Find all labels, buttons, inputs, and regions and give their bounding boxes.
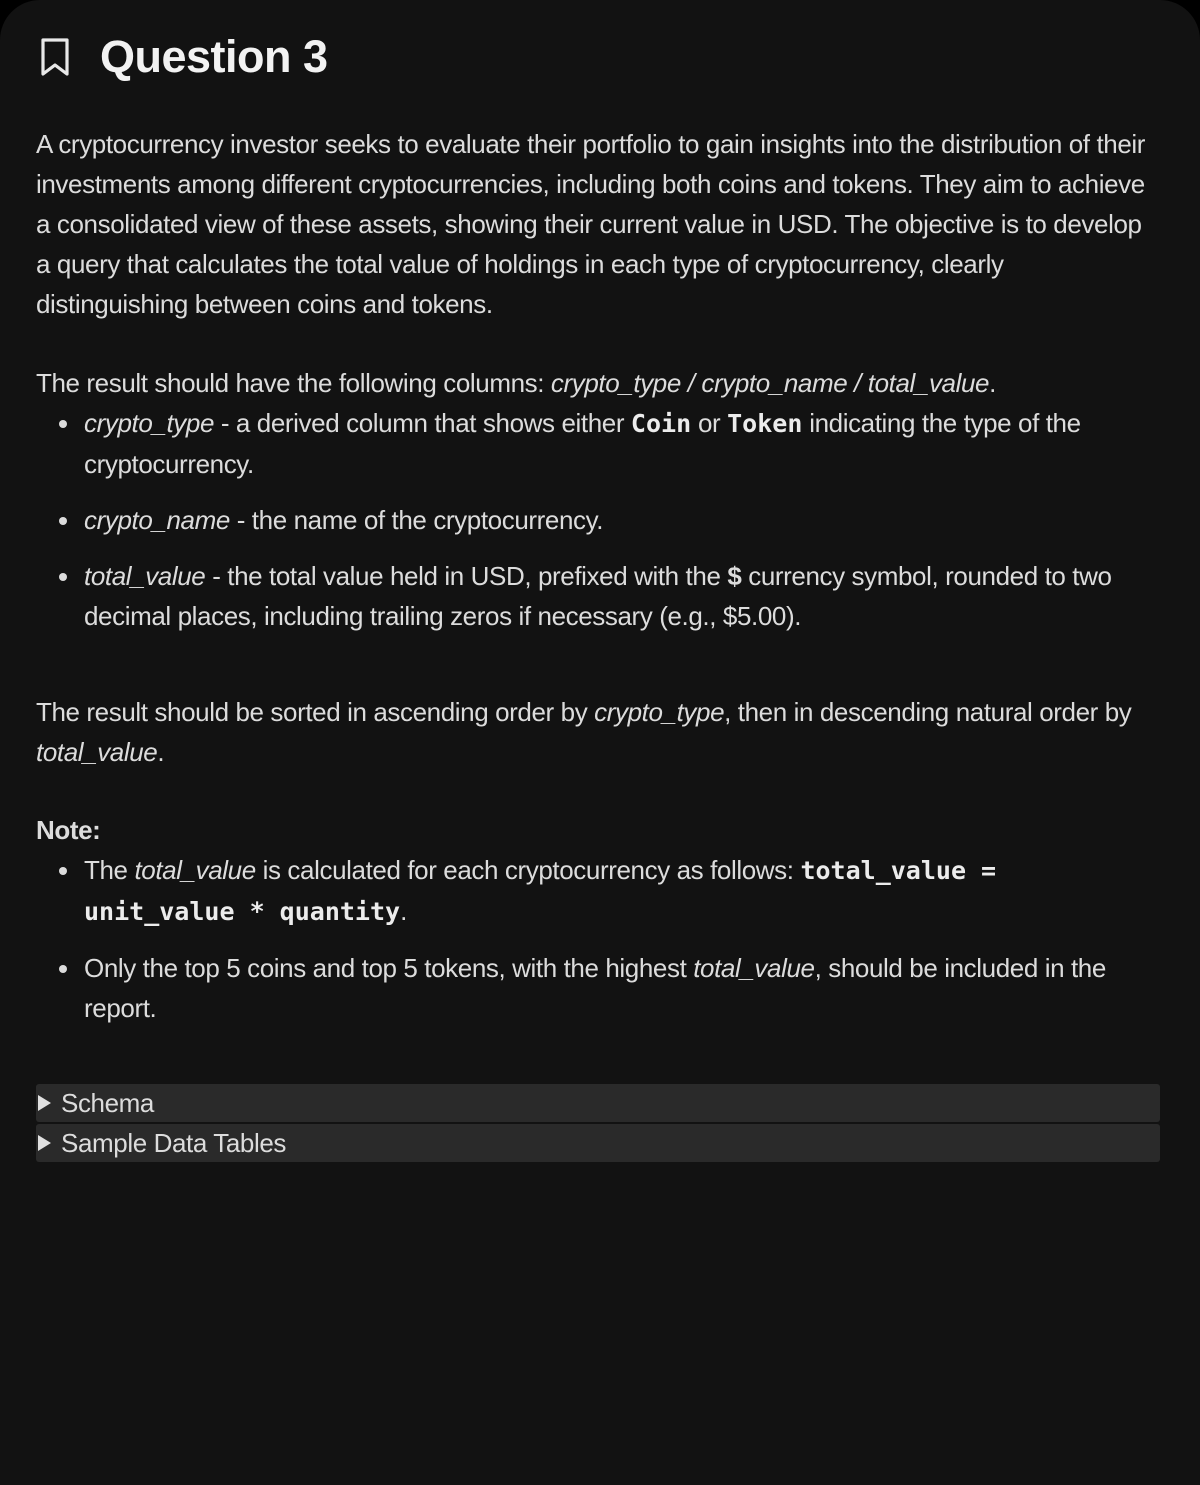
question-header	[36, 28, 1160, 86]
list-item: Only the top 5 coins and top 5 tokens, with the highest total_value, should be included in the report.	[84, 948, 1160, 1028]
details-accordion	[36, 1084, 1160, 1162]
sample-data-label: Sample Data Tables	[61, 1127, 287, 1158]
triangle-right-icon	[38, 1095, 51, 1111]
list-item: The total_value is calculated for each cryptocurrency as follows: total_value = unit_value * quantity.	[84, 850, 1160, 932]
currency-symbol: $	[727, 561, 742, 591]
sort-instructions: The result should be sorted in ascending order by crypto_type, then in descending natural order by total_value.	[36, 697, 1132, 767]
column-name: crypto_name	[84, 505, 230, 535]
column-name: total_value	[84, 561, 206, 591]
schema-toggle[interactable]	[36, 1084, 1160, 1122]
problem-description: A cryptocurrency investor seeks to evaluate their portfolio to gain insights into the distribution of their investments among different cryptocurrencies, including both coins and tokens. They aim to achieve a consolidated view of these assets, showing their current value in USD. The objective is to develop a query that calculates the total value of holdings in each type of cryptocurrency, clearly distinguishing between coins and tokens.	[36, 129, 1146, 319]
code-token: Token	[727, 409, 803, 438]
note-list	[36, 850, 1160, 1028]
list-item: crypto_name - the name of the cryptocurrency.	[84, 500, 1160, 540]
page-title: Question 3	[100, 31, 328, 82]
columns-intro: The result should have the following columns: crypto_type / crypto_name / total_value.	[36, 368, 996, 398]
note-title: Note:	[36, 815, 101, 845]
code-coin: Coin	[630, 409, 692, 438]
schema-label: Schema	[61, 1087, 154, 1118]
formula-code: total_value = unit_value * quantity	[84, 856, 997, 926]
column-name: crypto_type	[84, 408, 215, 438]
list-item: crypto_type - a derived column that shows either Coin or Token indicating the type of the cryptocurrency.	[84, 403, 1160, 484]
column-names: crypto_type / crypto_name / total_value	[550, 368, 990, 398]
bookmark-icon[interactable]	[38, 37, 72, 77]
list-item: total_value - the total value held in USD, prefixed with the $ currency symbol, rounded to two decimal places, including trailing zeros if necessary (e.g., $5.00).	[84, 556, 1160, 636]
triangle-right-icon	[38, 1135, 51, 1151]
columns-list	[36, 403, 1160, 636]
sample-data-toggle[interactable]	[36, 1124, 1160, 1162]
